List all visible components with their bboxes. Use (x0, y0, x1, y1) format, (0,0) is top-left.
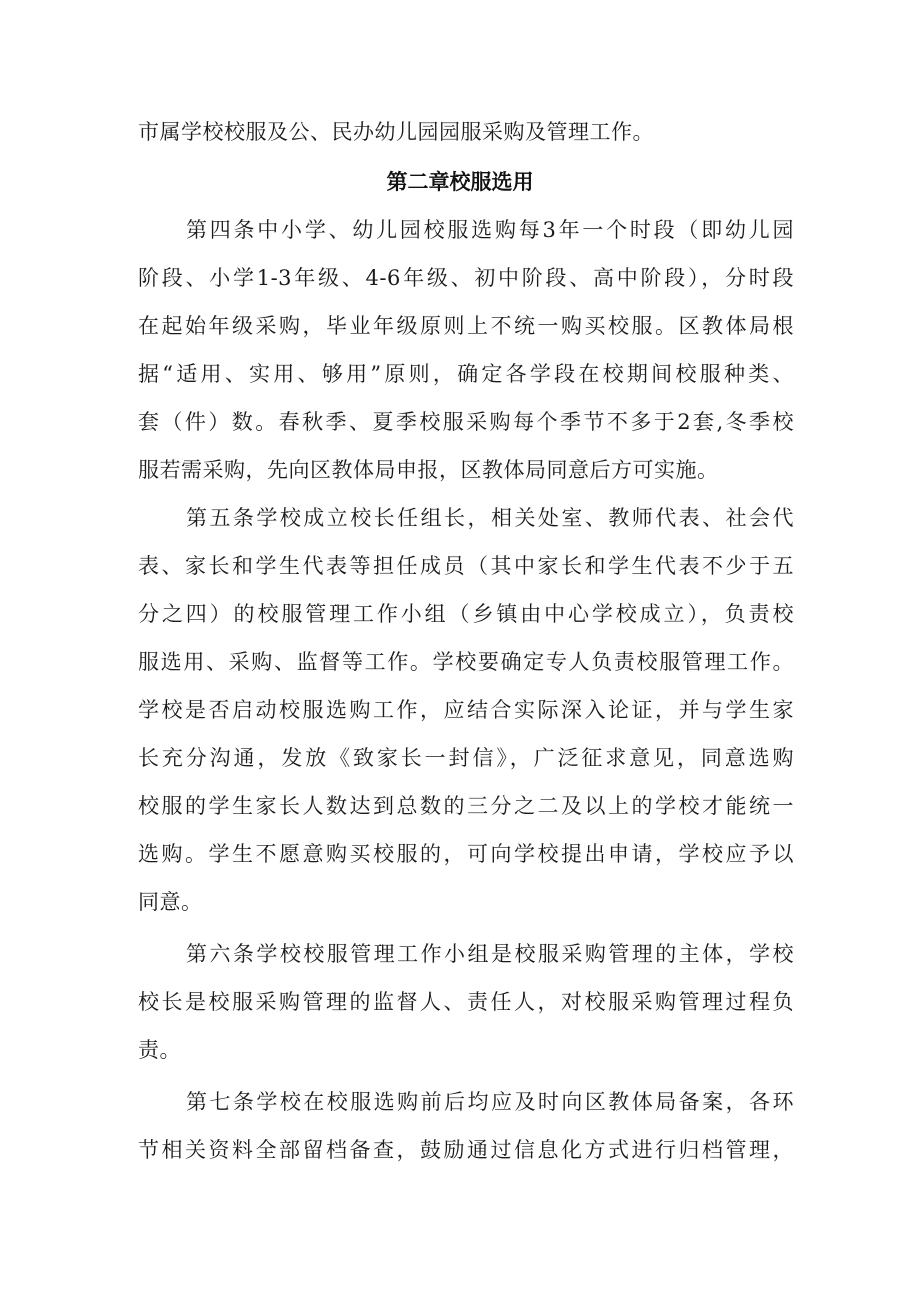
article-5-line-2: 表、家长和学生代表等担任成员（其中家长和学生代表不少于五 (138, 554, 794, 578)
paragraph-line: 市属学校校服及公、民办幼儿园园服采购及管理工作。 (138, 120, 654, 144)
article-4-line-6: 服若需采购，先向区教体局申报，区教体局同意后方可实施。 (138, 458, 719, 482)
article-5-line-4: 服选用、采购、监督等工作。学校要确定专人负责校服管理工作。 (138, 650, 794, 674)
article-6-line-3: 责。 (138, 1038, 181, 1062)
article-5-line-7: 校服的学生家长人数达到总数的三分之二及以上的学校才能统一 (138, 794, 794, 818)
article-4-line-2: 阶段、小学1-3年级、4-6年级、初中阶段、高中阶段），分时段 (138, 266, 794, 290)
chapter-heading: 第二章校服选用 (386, 170, 534, 194)
article-5-line-9: 同意。 (138, 890, 203, 914)
article-5-line-5: 学校是否启动校服选购工作，应结合实际深入论证，并与学生家 (138, 698, 794, 722)
article-6-line-1: 第六条学校校服管理工作小组是校服采购管理的主体，学校 (186, 942, 794, 966)
article-7-line-2: 节相关资料全部留档备查，鼓励通过信息化方式进行归档管理， (138, 1138, 794, 1162)
article-5-line-6: 长充分沟通，发放《致家长一封信》，广泛征求意见，同意选购 (138, 746, 794, 770)
article-4-line-1: 第四条中小学、幼儿园校服选购每3年一个时段（即幼儿园 (186, 218, 794, 242)
article-5-line-8: 选购。学生不愿意购买校服的，可向学校提出申请，学校应予以 (138, 842, 794, 866)
article-5-line-1: 第五条学校成立校长任组长，相关处室、教师代表、社会代 (186, 506, 794, 530)
article-5-line-3: 分之四）的校服管理工作小组（乡镇由中心学校成立），负责校 (138, 602, 794, 626)
article-4-line-3: 在起始年级采购，毕业年级原则上不统一购买校服。区教体局根 (138, 314, 794, 338)
article-7-line-1: 第七条学校在校服选购前后均应及时向区教体局备案，各环 (186, 1090, 794, 1114)
article-4-line-5: 套（件）数。春秋季、夏季校服采购每个季节不多于2套,冬季校 (138, 410, 794, 434)
article-6-line-2: 校长是校服采购管理的监督人、责任人，对校服采购管理过程负 (138, 990, 794, 1014)
article-4-line-4: 据“适用、实用、够用”原则，确定各学段在校期间校服种类、 (138, 362, 794, 386)
